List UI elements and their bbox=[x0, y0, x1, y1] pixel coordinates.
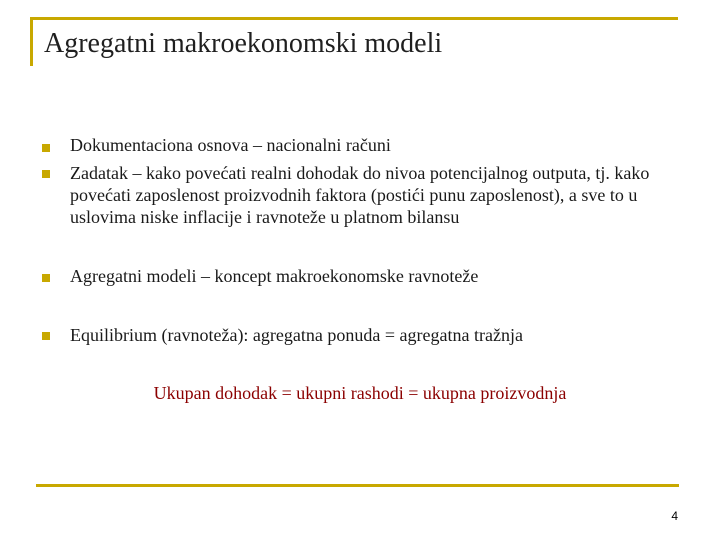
bullet-item-3: Agregatni modeli – koncept makroekonomske ravnoteže bbox=[70, 266, 479, 286]
slide-title: Agregatni makroekonomski modeli bbox=[44, 28, 443, 59]
bullet-item-1: Dokumentaciona osnova – nacionalni računi bbox=[70, 135, 391, 155]
square-bullet-icon bbox=[42, 332, 50, 340]
title-frame-top-rule bbox=[30, 17, 678, 20]
square-bullet-icon bbox=[42, 170, 50, 178]
bullet-item-2: Zadatak – kako povećati realni dohodak do nivoa potencijalnog outputa, tj. kako povećati zaposlenost proizvodnih faktora (postići punu zaposlenost), a sve to u uslovima niske inflacije i ravnoteže u platnom bilansu bbox=[70, 163, 650, 227]
equation-text: Ukupan dohodak = ukupni rashodi = ukupna proizvodnja bbox=[153, 383, 567, 403]
bullet-item-4: Equilibrium (ravnoteža): agregatna ponuda = agregatna tražnja bbox=[70, 325, 523, 345]
square-bullet-icon bbox=[42, 144, 50, 152]
page-number: 4 bbox=[671, 509, 678, 523]
title-frame-left-rule bbox=[30, 17, 33, 66]
square-bullet-icon bbox=[42, 274, 50, 282]
footer-rule bbox=[36, 484, 679, 487]
